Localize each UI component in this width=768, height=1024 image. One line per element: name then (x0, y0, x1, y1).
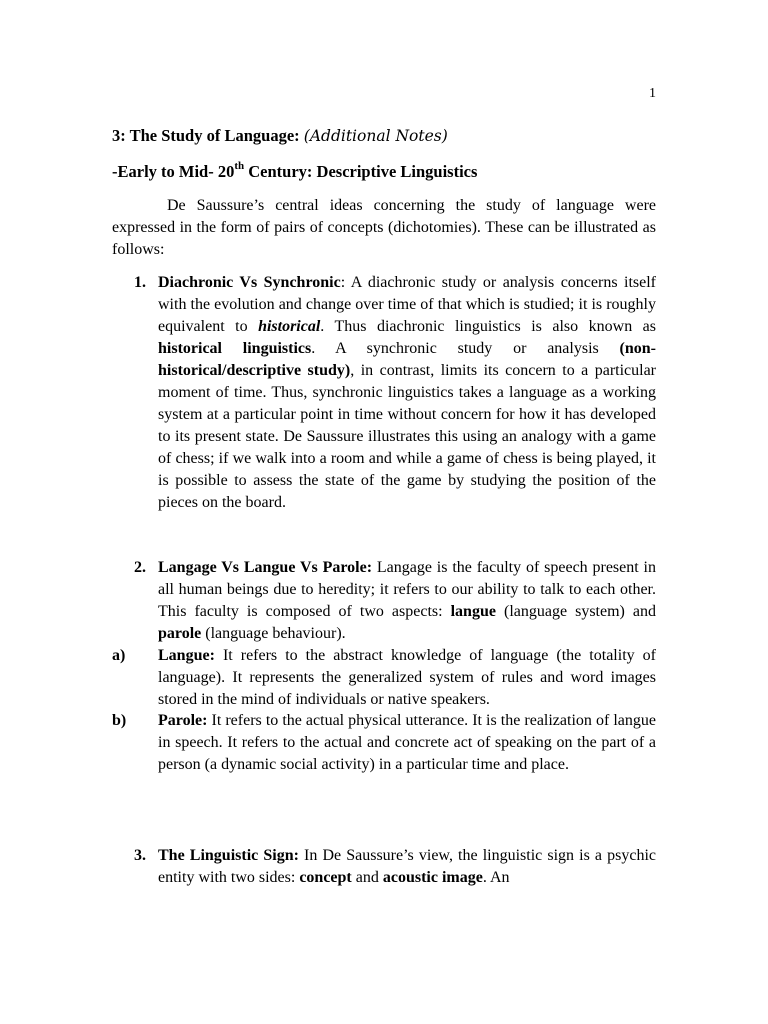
emphasis-historical-linguistics: historical linguistics (158, 340, 312, 357)
subtitle-pre: -Early to Mid- 20 (112, 162, 235, 181)
item-text: . A synchronic study or analysis (311, 340, 620, 357)
list-marker: 1. (134, 274, 146, 291)
item-body (158, 845, 656, 889)
list-item-diachronic-synchronic (112, 272, 656, 514)
sub-item-term: Parole: (158, 712, 208, 729)
item-text: and (351, 869, 383, 886)
item-text: : A diachronic study or analysis concerns itself with the evolution and change over time of that which is studied; it is roughly equivalent to (158, 274, 656, 335)
intro-paragraph: De Saussure’s central ideas concerning the study of language were expressed in the form of pairs of concepts (dichotomies). These can be illustrated as follows: (112, 197, 656, 258)
sub-item-body (158, 645, 656, 711)
item-text: , in contrast, limits its concern to a particular moment of time. Thus, synchronic linguistics takes a language as a working system at a particular point in time without concern for how it has developed to its present state. De Saussure illustrates this using an analogy with a game of chess; if we walk into a room and while a game of chess is being played, it is possible to assess the state of the game by studying the position of the pieces on the board. (158, 362, 657, 511)
title-note: (Additional Notes) (303, 127, 448, 145)
document-title (112, 126, 448, 146)
list-item-linguistic-sign (112, 845, 656, 889)
item-body (158, 557, 656, 645)
emphasis-langue: langue (450, 603, 496, 620)
item-text: . An (482, 869, 510, 886)
subtitle-sup: th (234, 159, 245, 172)
item-term: Diachronic Vs Synchronic (158, 274, 341, 291)
sub-marker: a) (112, 647, 126, 664)
item-text: . Thus diachronic linguistics is also known as (320, 318, 657, 335)
sub-item-text: It refers to the abstract knowledge of language (the totality of language). It represents the generalized system of rules and word images stored in the mind of individuals or native speakers. (158, 647, 656, 708)
subtitle-post: Century: Descriptive Linguistics (244, 162, 478, 181)
item-term: Langage Vs Langue Vs Parole: (158, 559, 373, 576)
item-body (158, 272, 656, 514)
emphasis-concept: concept (299, 869, 352, 886)
title-main: 3: The Study of Language: (112, 126, 304, 145)
sub-item-langue (112, 645, 656, 711)
list-marker: 2. (134, 559, 146, 576)
item-text: In De Saussure’s view, the linguistic sign is a psychic entity with two sides: (158, 847, 656, 886)
sub-item-body (158, 710, 656, 776)
list-item-langage-langue-parole (112, 557, 656, 645)
sub-item-parole (112, 710, 656, 776)
sub-item-text: It refers to the actual physical utterance. It is the realization of langue in speech. It refers to the actual and concrete act of speaking on the part of a person (a dynamic social activity) in a particular time and place. (158, 712, 656, 773)
emphasis-acoustic-image: acoustic image (382, 869, 483, 886)
emphasis-non-historical: (non-historical/descriptive study) (158, 340, 656, 379)
page-number: 1 (649, 86, 656, 101)
emphasis-parole: parole (158, 625, 202, 642)
sub-item-term: Langue: (158, 647, 215, 664)
section-subtitle (112, 159, 478, 182)
item-text: Langage is the faculty of speech present in all human beings due to heredity; it refers to our ability to talk to each other. This faculty is composed of two aspects: (158, 559, 656, 620)
list-marker: 3. (134, 847, 146, 864)
item-text: (language system) and (495, 603, 656, 620)
sub-marker: b) (112, 712, 127, 729)
item-term: The Linguistic Sign: (158, 847, 299, 864)
item-text: (language behaviour). (201, 625, 346, 642)
emphasis-historical: historical (258, 318, 321, 335)
